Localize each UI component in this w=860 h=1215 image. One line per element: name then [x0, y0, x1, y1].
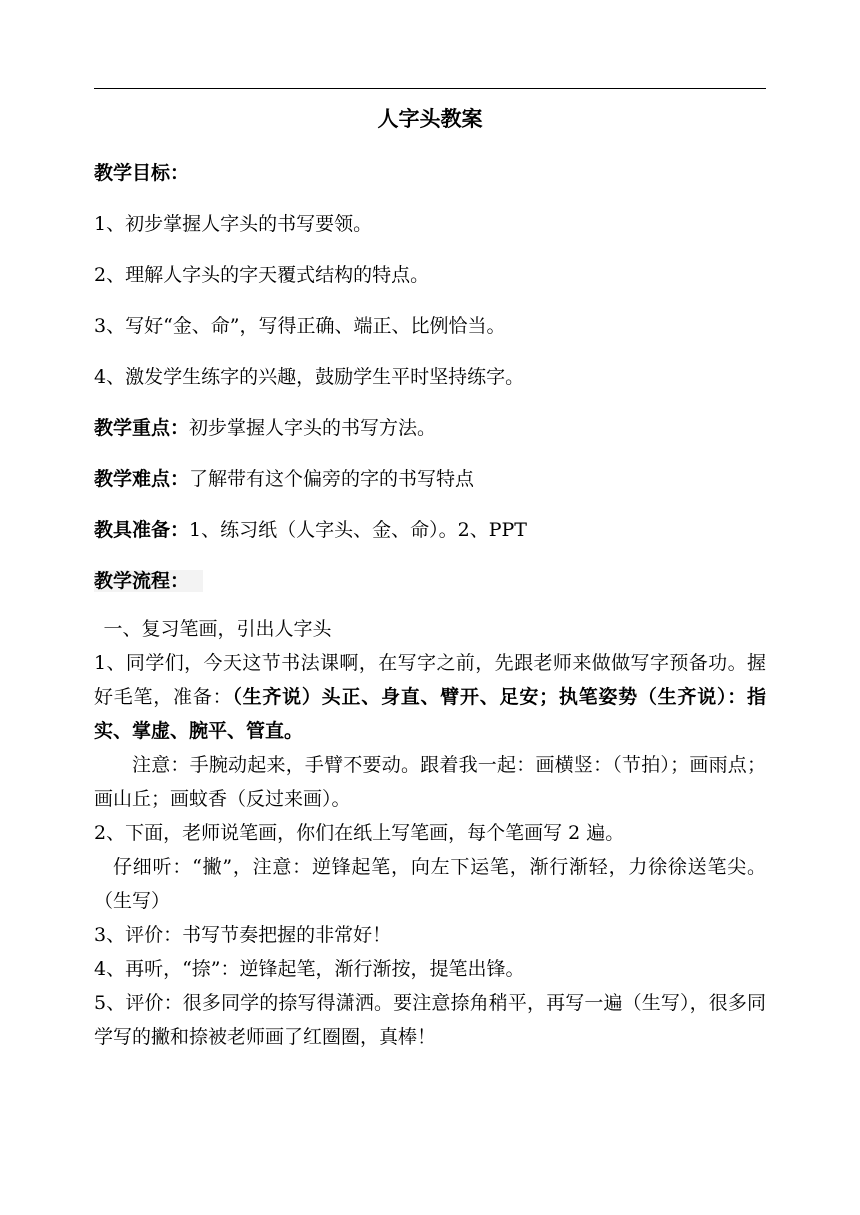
tools	[94, 515, 766, 545]
objective-item-4: 4、激发学生练字的兴趣，鼓励学生平时坚持练字。	[94, 366, 525, 388]
paragraph-6: 4、再听，“捺”：逆锋起笔，渐行渐按，提笔出锋。	[94, 958, 525, 980]
header-rule	[94, 88, 766, 89]
objective-item-1: 1、初步掌握人字头的书写要领。	[94, 213, 373, 235]
objective-item-2: 2、理解人字头的字天覆式结构的特点。	[94, 264, 430, 286]
paragraph-5: 3、评价：书写节奏把握的非常好！	[94, 924, 392, 946]
objectives-heading: 教学目标：	[94, 162, 190, 184]
paragraph-1-bold: （生齐说）头正、身直、臂开、足安；执笔姿势（生齐说）：指实、掌虚、腕平、管直。	[94, 686, 766, 742]
document-title: 人字头教案	[377, 106, 483, 131]
objective-item-3: 3、写好“金、命”，写得正确、端正、比例恰当。	[94, 315, 506, 337]
key-point-text: 初步掌握人字头的书写方法。	[189, 417, 437, 439]
paragraph-2: 注意：手腕动起来，手臂不要动。跟着我一起：画横竖：（节拍）；画雨点；画山丘；画蚊香（反过来画）。	[94, 754, 766, 810]
tools-label: 教具准备：	[94, 519, 190, 541]
difficulty-label: 教学难点：	[94, 468, 190, 490]
paragraph-1-text: 1、同学们，今天这节书法课啊，在写字之前，先跟老师来做做写字预备功。握好毛笔，准备：	[94, 652, 766, 708]
section-heading-1: 一、复习笔画，引出人字头	[103, 618, 332, 640]
paragraph-7: 5、评价：很多同学的捺写得潇洒。要注意捺角稍平，再写一遍（生写），很多同学写的撇和捺被老师画了红圈圈，真棒！	[94, 992, 766, 1048]
paragraph-4: 仔细听：“撇”，注意：逆锋起笔，向左下运笔，渐行渐轻，力徐徐送笔尖。（生写）	[94, 856, 766, 912]
paragraph-1	[94, 646, 766, 748]
process-body	[94, 612, 766, 1054]
tools-text: 1、练习纸（人字头、金、命）。2、PPT	[189, 519, 527, 541]
difficulty	[94, 464, 766, 494]
paragraph-3: 2、下面，老师说笔画，你们在纸上写笔画，每个笔画写 2 遍。	[94, 822, 625, 844]
key-point-label: 教学重点：	[94, 417, 190, 439]
difficulty-text: 了解带有这个偏旁的字的书写特点	[189, 468, 475, 490]
key-point	[94, 413, 766, 443]
process-heading: 教学流程：	[94, 566, 766, 596]
